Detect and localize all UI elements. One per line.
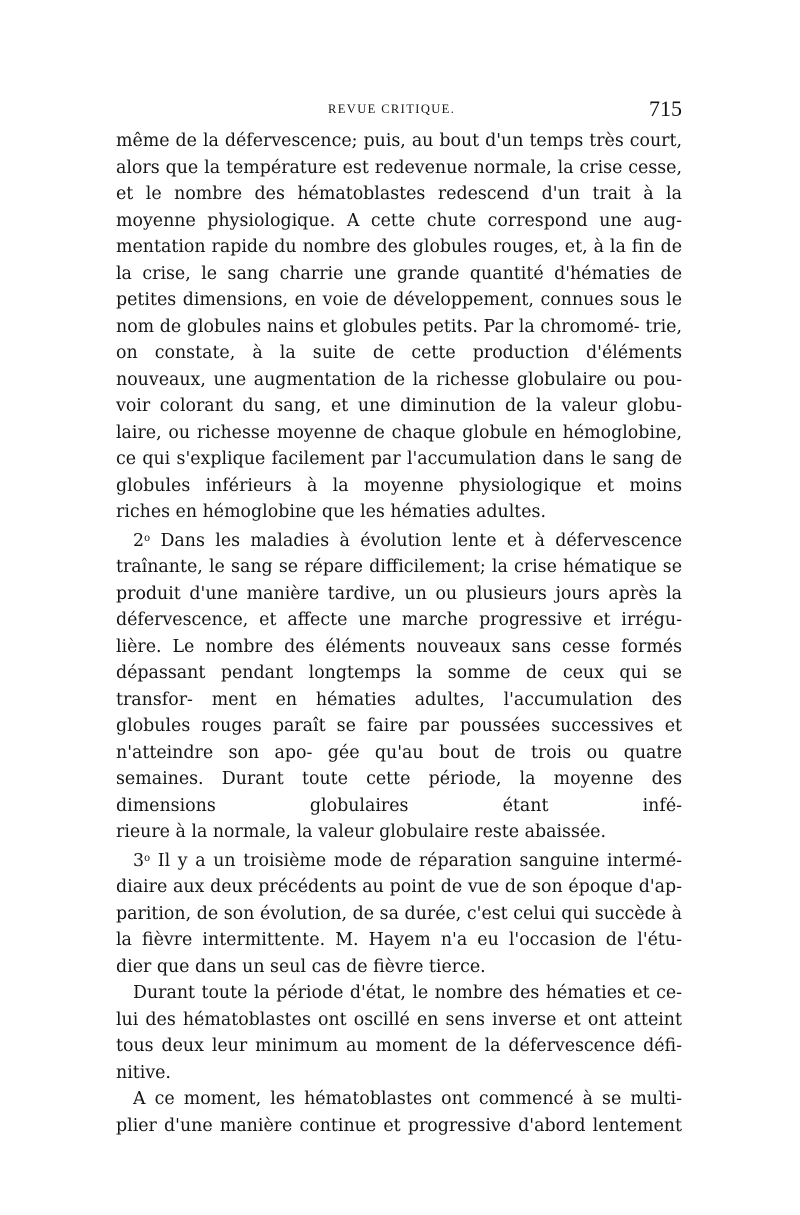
point-number: 3 — [133, 850, 145, 871]
text-line: rieure à la normale, la valeur globulaire reste abaissée. — [116, 822, 607, 842]
text-line: Dans les maladies à évolution lente et à défervescence — [150, 530, 682, 551]
text-line: ment en hématies adultes, l'accumulation des globules rouges — [116, 689, 682, 736]
text-line: nom de globules nains et globules petits. Par la chromomé- — [116, 316, 640, 337]
text-line: Il y a un troisième mode de réparation sanguine intermé- — [150, 850, 682, 871]
text-line: nouveaux, une augmentation de la richesse globulaire ou pou- — [116, 369, 682, 390]
text-line: de globules inférieurs à la moyenne physiologique et moins — [116, 449, 683, 496]
degree-mark: o — [144, 532, 151, 544]
text-line: dépassant pendant longtemps la somme de ceux qui se transfor- — [116, 663, 682, 710]
text-line: alors que la température est redevenue normale, la crise cesse, — [116, 157, 682, 178]
text-line: lui des hématoblastes ont oscillé en sens inverse et ont atteint — [116, 1009, 682, 1030]
paragraph-durant — [116, 980, 682, 1060]
paragraph-durant-last-line — [116, 1060, 682, 1087]
point-number: 2 — [133, 530, 145, 551]
text-line: tous deux leur minimum au moment de la défervescence défi- — [116, 1036, 682, 1056]
running-head — [116, 96, 682, 126]
paragraph-point-3 — [116, 846, 682, 954]
text-line: nitive. — [116, 1062, 171, 1083]
text-line: diaire aux deux précédents au point de vue de son époque d'ap- — [116, 877, 682, 897]
text-line: laire, ou richesse moyenne de chaque globule en hémoglobine, — [116, 422, 682, 443]
paragraph-continuation-last-line — [116, 499, 682, 526]
text-line: voir colorant du sang, et une diminution de la valeur globu- — [116, 396, 682, 416]
text-line: moyenne physiologique. A cette chute correspond une aug- — [116, 210, 682, 231]
text-line: dier que dans un seul cas de fièvre tierce. — [116, 956, 486, 977]
text-line: paraît se faire par poussées successives et n'atteindre son apo- — [116, 716, 682, 763]
text-line: se produit d'une manière tardive, un ou plusieurs jours après — [116, 557, 682, 604]
paragraph-point-3-last-line — [116, 954, 682, 981]
text-line: parition, de son évolution, de sa durée, c'est celui qui succède — [116, 903, 667, 924]
text-line: trie, on constate, à la suite de cette production d'éléments — [116, 316, 682, 363]
text-line: mentation rapide du nombre des globules rouges, et, à la fin — [116, 237, 655, 257]
paragraph-point-2-last-line — [116, 819, 682, 846]
text-line: Durant toute la période d'état, le nombre des hématies et ce- — [133, 983, 682, 1003]
text-line: plier d'une manière continue et progressive d'abord lentement — [116, 1115, 682, 1136]
text-line: lière. Le nombre des éléments nouveaux sans cesse formés — [116, 636, 682, 657]
paragraph-a-ce-moment — [116, 1086, 682, 1139]
body-text — [116, 128, 682, 1139]
text-line: ce qui s'explique facilement par l'accumulation dans le sang — [116, 449, 655, 469]
text-line: la défervescence, et affecte une marche progressive et irrégu- — [116, 583, 682, 630]
running-head-title: REVUE CRITIQUE. — [328, 102, 456, 116]
text-line: petites dimensions, en voie de développement, connues sous le — [116, 290, 682, 310]
paragraph-point-2 — [116, 526, 682, 820]
text-line: de la crise, le sang charrie une grande quantité d'hématies de — [116, 237, 682, 284]
text-line: gée qu'au bout de trois ou quatre semaines. Durant toute cette — [116, 742, 682, 789]
text-line: riches en hémoglobine que les hématies adultes. — [116, 502, 547, 522]
text-line: période, la moyenne des dimensions globulaires étant infé- — [116, 769, 683, 816]
text-line: A ce moment, les hématoblastes ont commencé à se multi- — [133, 1089, 682, 1109]
text-line: et le nombre des hématoblastes redescend d'un trait à la — [116, 184, 682, 204]
text-line: traînante, le sang se répare difficilement; la crise hématique — [116, 557, 657, 577]
text-line: même de la défervescence; puis, au bout d'un temps très court, — [116, 131, 682, 151]
degree-mark: o — [144, 852, 151, 864]
page-number: 715 — [649, 96, 682, 121]
page — [116, 96, 682, 1139]
text-line: à la fièvre intermittente. M. Hayem n'a eu l'occasion de l'étu- — [116, 903, 682, 950]
paragraph-continuation — [116, 128, 682, 499]
